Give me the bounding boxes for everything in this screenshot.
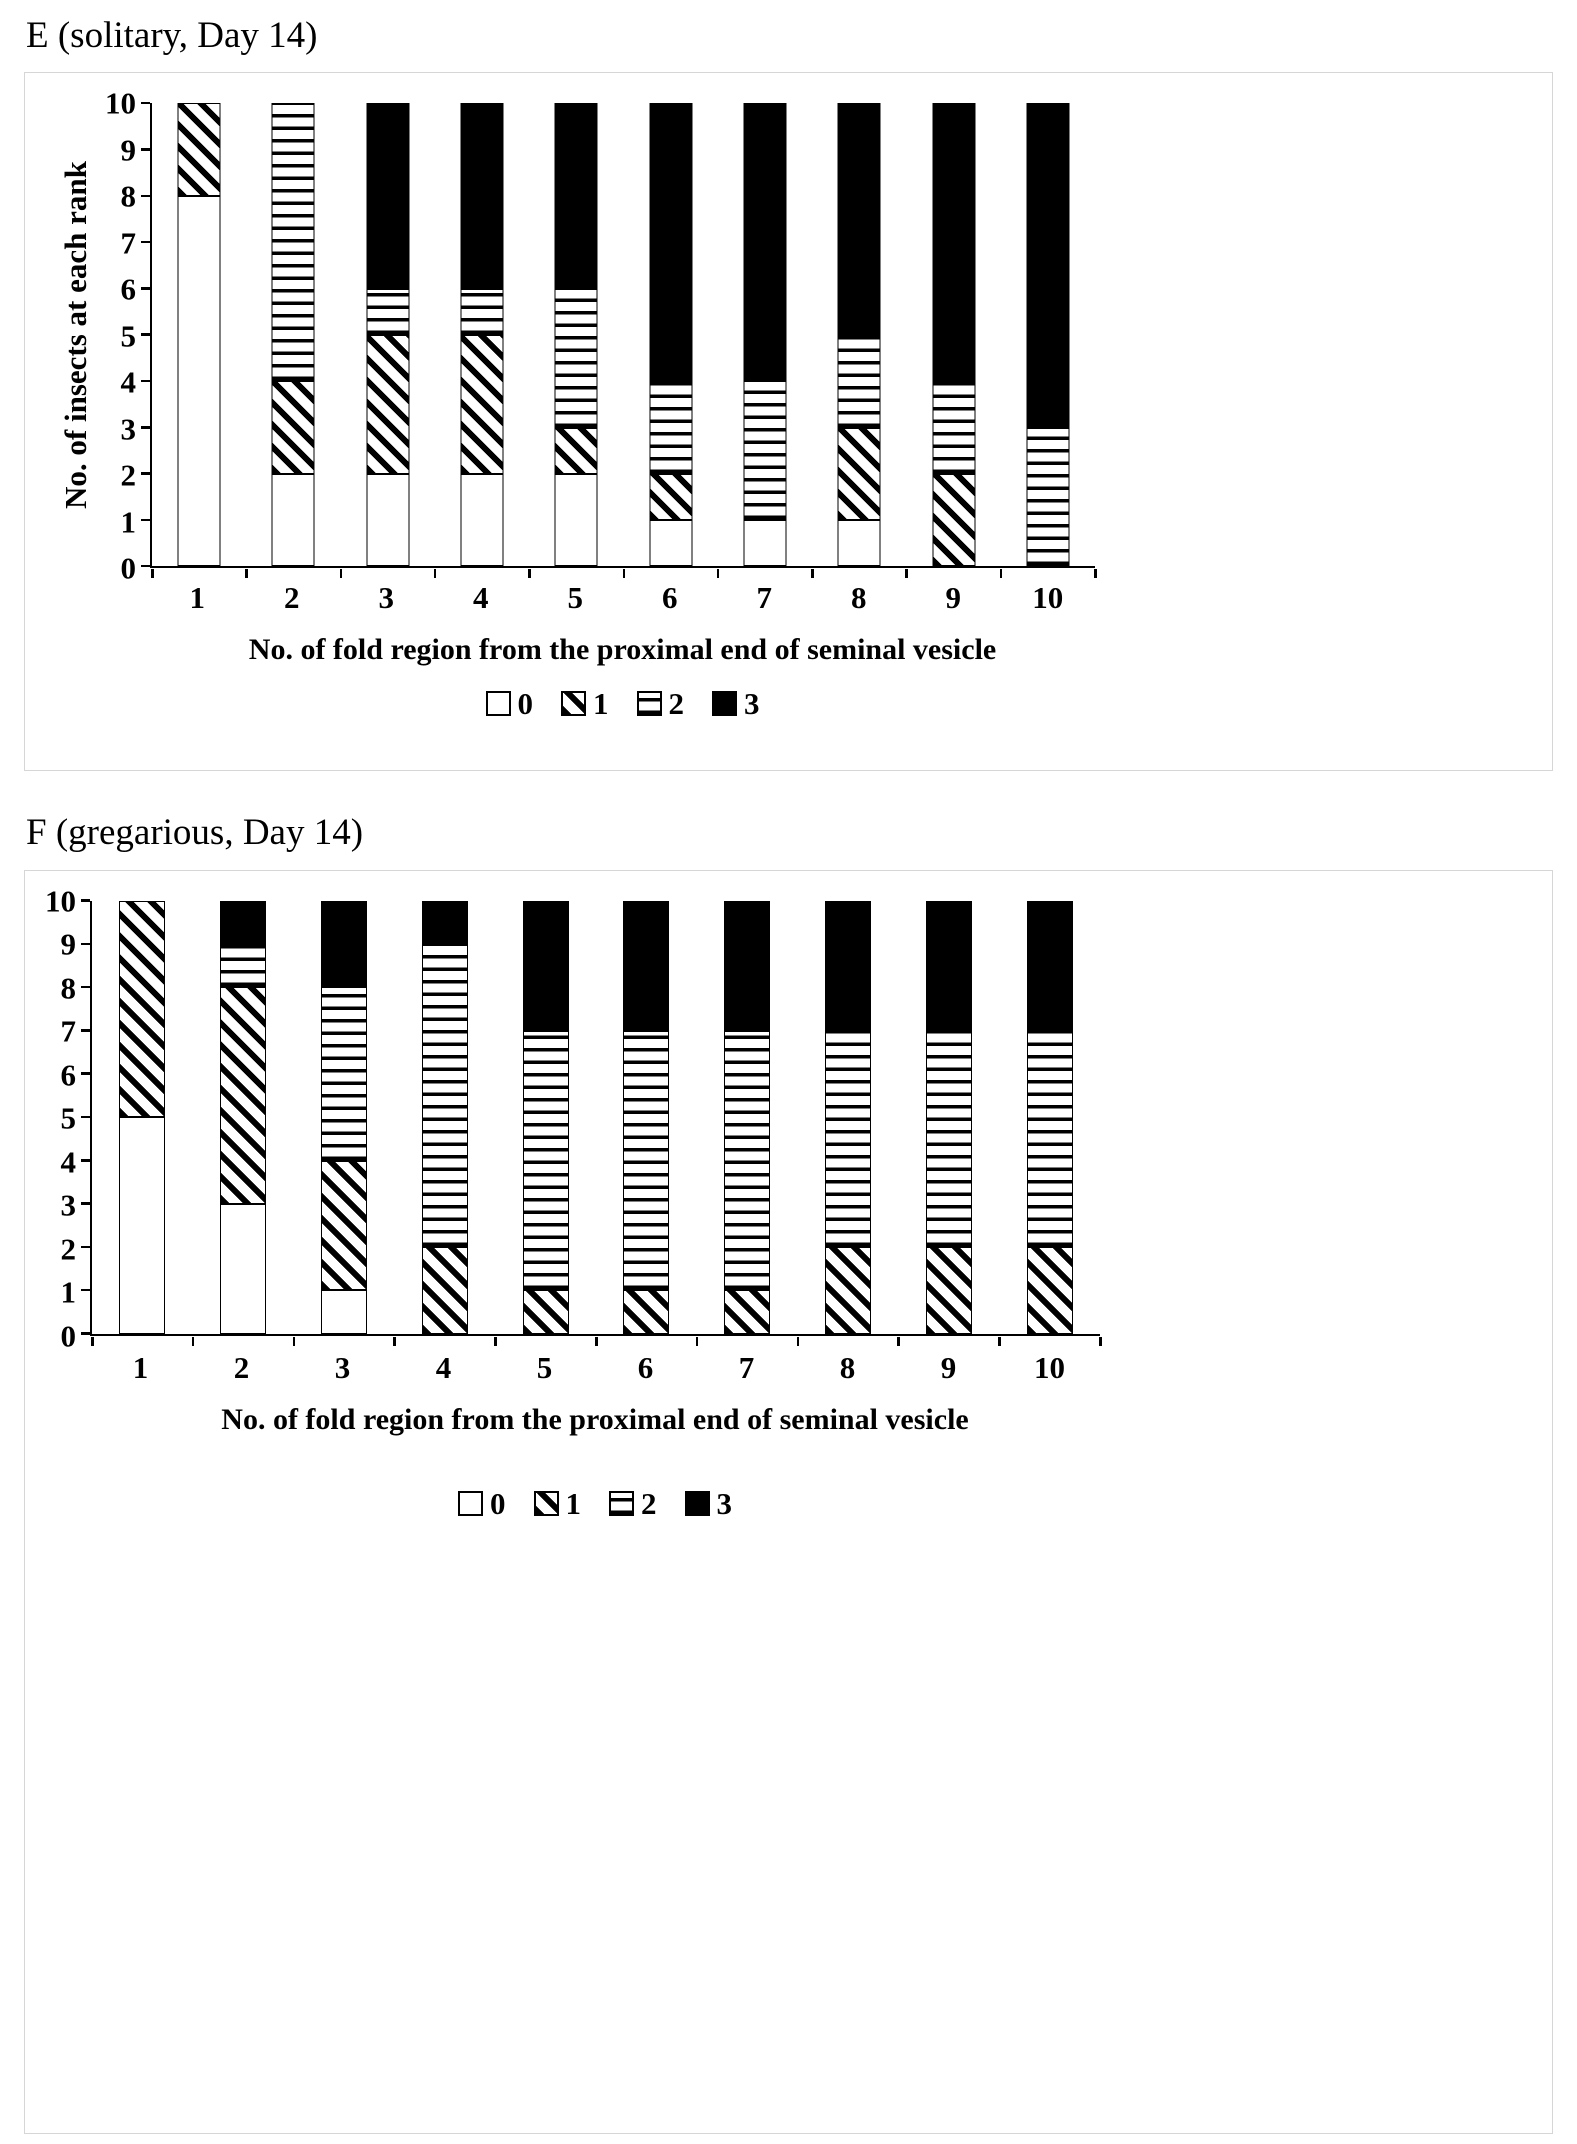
x-axis-labels — [150, 582, 1095, 620]
x-tick-label: 7 — [756, 580, 772, 616]
y-tick-label: 8 — [120, 178, 136, 214]
y-tick-mark — [81, 1116, 90, 1119]
y-tick-mark — [81, 1029, 90, 1032]
x-tick-mark — [905, 569, 908, 578]
bar-segment-rank-1 — [1027, 1247, 1073, 1334]
stacked-bar-8 — [825, 901, 871, 1334]
y-tick-label: 1 — [60, 1274, 76, 1310]
stacked-bar-5 — [523, 901, 569, 1334]
y-tick-label: 2 — [120, 457, 136, 493]
y-tick-mark — [141, 195, 150, 198]
bar-segment-rank-1 — [321, 1161, 367, 1291]
y-tick-mark — [81, 899, 90, 902]
bar-segment-rank-3 — [932, 103, 975, 381]
legend-swatch-horizontal-lines — [609, 1491, 634, 1516]
x-tick-label: 4 — [435, 1349, 452, 1385]
y-tick-mark — [141, 519, 150, 522]
y-tick-mark — [81, 1246, 90, 1249]
legend-swatch-white — [458, 1491, 483, 1516]
y-tick-label: 5 — [120, 318, 136, 354]
y-tick-label: 4 — [120, 364, 136, 400]
bar-segment-rank-1 — [366, 335, 409, 474]
bar-segment-rank-3 — [321, 901, 367, 988]
y-tick-mark — [81, 1332, 90, 1335]
bar-segment-rank-0 — [649, 520, 692, 566]
x-tick-label: 5 — [567, 580, 583, 616]
x-tick-mark — [1000, 569, 1003, 578]
x-tick-label: 8 — [851, 580, 867, 616]
x-tick-mark — [245, 569, 248, 578]
bar-segment-rank-1 — [555, 428, 598, 474]
bar-segment-rank-2 — [272, 103, 315, 381]
x-tick-mark — [1094, 569, 1097, 578]
bar-segment-rank-2 — [461, 289, 504, 335]
stacked-bar-7 — [724, 901, 770, 1334]
x-tick-mark — [696, 1337, 699, 1346]
y-tick-label: 0 — [60, 1318, 76, 1354]
bar-segment-rank-1 — [724, 1290, 770, 1333]
y-tick-label: 5 — [60, 1100, 76, 1136]
legend-item-rank-0 — [458, 1485, 506, 1521]
bar-segment-rank-2 — [623, 1031, 669, 1291]
y-axis-labels — [25, 85, 136, 586]
y-tick-label: 3 — [60, 1187, 76, 1223]
x-tick-label: 9 — [945, 580, 961, 616]
x-tick-label: 1 — [189, 580, 205, 616]
x-tick-mark — [595, 1337, 598, 1346]
y-tick-mark — [141, 426, 150, 429]
legend-label: 3 — [744, 686, 760, 722]
bar-segment-rank-3 — [623, 901, 669, 1031]
y-axis-labels — [25, 883, 76, 1354]
stacked-bar-4 — [422, 901, 468, 1334]
legend — [90, 1485, 1100, 1521]
x-tick-mark — [528, 569, 531, 578]
x-tick-mark — [998, 1337, 1001, 1346]
bar-segment-rank-0 — [220, 1204, 266, 1334]
bar-segment-rank-0 — [838, 520, 881, 566]
bar-segment-rank-3 — [220, 901, 266, 944]
figure-page — [24, 14, 1553, 2134]
legend-swatch-horizontal-lines — [637, 691, 662, 716]
stacked-bar-3 — [366, 103, 409, 566]
bar-segment-rank-0 — [119, 1117, 165, 1334]
y-tick-label: 10 — [45, 883, 76, 919]
bar-segment-rank-1 — [178, 103, 221, 196]
bar-segment-rank-3 — [825, 901, 871, 1031]
x-tick-mark — [717, 569, 720, 578]
y-tick-label: 7 — [120, 225, 136, 261]
y-tick-label: 9 — [120, 132, 136, 168]
stacked-bar-8 — [838, 103, 881, 566]
chart-f — [25, 871, 1552, 2133]
x-tick-mark — [797, 1337, 800, 1346]
bar-segment-rank-0 — [321, 1290, 367, 1333]
bar-segment-rank-2 — [422, 944, 468, 1247]
y-tick-mark — [141, 241, 150, 244]
bar-segment-rank-3 — [743, 103, 786, 381]
panel-e-title: E (solitary, Day 14) — [26, 15, 318, 56]
y-tick-mark — [81, 1072, 90, 1075]
y-tick-label: 6 — [60, 1057, 76, 1093]
x-tick-mark — [1099, 1337, 1102, 1346]
legend-label: 3 — [716, 1485, 732, 1521]
x-tick-label: 6 — [662, 580, 678, 616]
bar-segment-rank-2 — [743, 381, 786, 520]
y-axis-title: No. of insects at each rank — [58, 161, 93, 510]
y-tick-mark — [81, 1159, 90, 1162]
legend-item-rank-1 — [561, 686, 609, 722]
legend-label: 2 — [668, 686, 684, 722]
bar-segment-rank-1 — [623, 1290, 669, 1333]
bar-segment-rank-0 — [743, 520, 786, 566]
x-axis-labels — [90, 1349, 1100, 1390]
x-tick-mark — [897, 1337, 900, 1346]
bar-segment-rank-2 — [555, 289, 598, 428]
bar-segment-rank-1 — [523, 1290, 569, 1333]
stacked-bar-10 — [1026, 103, 1069, 566]
panel-e-frame — [24, 72, 1553, 771]
x-tick-label: 2 — [284, 580, 300, 616]
bar-segment-rank-2 — [926, 1031, 972, 1248]
bar-segment-rank-3 — [926, 901, 972, 1031]
bar-segment-rank-1 — [422, 1247, 468, 1334]
bar-segment-rank-3 — [366, 103, 409, 288]
x-tick-mark — [151, 569, 154, 578]
stacked-bar-9 — [926, 901, 972, 1334]
legend-swatch-solid-black — [685, 1491, 710, 1516]
bar-segment-rank-3 — [838, 103, 881, 335]
y-tick-mark — [141, 287, 150, 290]
bar-segment-rank-3 — [1026, 103, 1069, 427]
x-tick-label: 5 — [536, 1349, 553, 1385]
x-tick-mark — [623, 569, 626, 578]
bar-segment-rank-0 — [555, 474, 598, 567]
legend-swatch-white — [486, 691, 511, 716]
stacked-bar-9 — [932, 103, 975, 566]
y-tick-label: 0 — [120, 550, 136, 586]
x-tick-label: 6 — [637, 1349, 654, 1385]
x-tick-mark — [494, 1337, 497, 1346]
legend-item-rank-3 — [712, 686, 760, 722]
legend-item-rank-0 — [486, 686, 534, 722]
legend-label: 1 — [565, 1485, 581, 1521]
y-tick-label: 1 — [120, 504, 136, 540]
legend-label: 0 — [490, 1485, 506, 1521]
y-tick-mark — [141, 333, 150, 336]
x-tick-label: 8 — [839, 1349, 856, 1385]
y-tick-mark — [81, 986, 90, 989]
bar-segment-rank-2 — [932, 381, 975, 474]
x-tick-mark — [393, 1337, 396, 1346]
x-tick-mark — [811, 569, 814, 578]
y-tick-label: 3 — [120, 411, 136, 447]
x-tick-mark — [340, 569, 343, 578]
stacked-bar-2 — [220, 901, 266, 1334]
y-tick-mark — [81, 1289, 90, 1292]
x-tick-label: 3 — [378, 580, 394, 616]
y-tick-mark — [141, 565, 150, 568]
y-tick-mark — [141, 380, 150, 383]
y-tick-mark — [141, 102, 150, 105]
y-tick-label: 10 — [105, 85, 136, 121]
x-tick-label: 10 — [1034, 1349, 1065, 1385]
bar-segment-rank-3 — [555, 103, 598, 288]
bar-segment-rank-1 — [649, 474, 692, 520]
legend-item-rank-2 — [637, 686, 685, 722]
legend-swatch-diagonal-hatch — [561, 691, 586, 716]
y-tick-label: 7 — [60, 1013, 76, 1049]
legend-label: 1 — [593, 686, 609, 722]
bar-segment-rank-1 — [838, 428, 881, 521]
bar-segment-rank-2 — [321, 987, 367, 1160]
legend-swatch-solid-black — [712, 691, 737, 716]
legend-label: 0 — [517, 686, 533, 722]
bar-segment-rank-3 — [422, 901, 468, 944]
stacked-bar-6 — [623, 901, 669, 1334]
y-tick-mark — [141, 472, 150, 475]
plot-area — [150, 103, 1095, 568]
legend-item-rank-1 — [534, 1485, 582, 1521]
stacked-bar-5 — [555, 103, 598, 566]
bar-segment-rank-2 — [220, 944, 266, 987]
y-tick-label: 4 — [60, 1144, 76, 1180]
bar-segment-rank-2 — [523, 1031, 569, 1291]
chart-e — [25, 73, 1552, 770]
y-tick-label: 2 — [60, 1231, 76, 1267]
bar-segment-rank-2 — [724, 1031, 770, 1291]
y-tick-label: 8 — [60, 970, 76, 1006]
x-tick-mark — [293, 1337, 296, 1346]
bar-segment-rank-2 — [649, 381, 692, 474]
stacked-bar-2 — [272, 103, 315, 566]
x-tick-label: 9 — [940, 1349, 957, 1385]
x-axis-title: No. of fold region from the proximal end of seminal vesicle — [248, 633, 997, 667]
bar-segment-rank-1 — [932, 474, 975, 567]
x-tick-label: 7 — [738, 1349, 755, 1385]
stacked-bar-1 — [178, 103, 221, 566]
x-tick-label: 10 — [1032, 580, 1064, 616]
panel-f-title: F (gregarious, Day 14) — [26, 812, 364, 854]
x-tick-label: 2 — [233, 1349, 250, 1385]
stacked-bar-3 — [321, 901, 367, 1334]
bar-segment-rank-1 — [825, 1247, 871, 1334]
bar-segment-rank-3 — [461, 103, 504, 288]
x-tick-label: 4 — [473, 580, 489, 616]
x-axis-title: No. of fold region from the proximal end of seminal vesicle — [221, 1402, 969, 1436]
bar-segment-rank-2 — [1027, 1031, 1073, 1248]
y-tick-label: 9 — [60, 926, 76, 962]
panel-f-frame — [24, 870, 1553, 2134]
bar-segment-rank-3 — [649, 103, 692, 381]
bar-segment-rank-0 — [366, 474, 409, 567]
legend-item-rank-3 — [685, 1485, 733, 1521]
x-tick-mark — [91, 1337, 94, 1346]
plot-area — [90, 901, 1100, 1336]
bar-segment-rank-1 — [926, 1247, 972, 1334]
stacked-bar-10 — [1027, 901, 1073, 1334]
x-tick-label: 3 — [334, 1349, 351, 1385]
x-tick-mark — [434, 569, 437, 578]
stacked-bar-7 — [743, 103, 786, 566]
bar-segment-rank-3 — [724, 901, 770, 1031]
bar-segment-rank-2 — [825, 1031, 871, 1248]
bar-segment-rank-1 — [119, 901, 165, 1118]
bar-segment-rank-3 — [1027, 901, 1073, 1031]
x-tick-label: 1 — [132, 1349, 149, 1385]
bar-segment-rank-0 — [461, 474, 504, 567]
legend-swatch-diagonal-hatch — [534, 1491, 559, 1516]
y-tick-mark — [141, 148, 150, 151]
bar-segment-rank-2 — [366, 289, 409, 335]
stacked-bar-6 — [649, 103, 692, 566]
bar-segment-rank-1 — [220, 987, 266, 1204]
y-tick-mark — [81, 1202, 90, 1205]
stacked-bar-1 — [119, 901, 165, 1334]
stacked-bar-4 — [461, 103, 504, 566]
bar-segment-rank-2 — [1026, 428, 1069, 567]
legend-item-rank-2 — [609, 1485, 657, 1521]
legend — [150, 686, 1095, 722]
bar-segment-rank-3 — [523, 901, 569, 1031]
y-tick-mark — [81, 943, 90, 946]
bar-segment-rank-0 — [178, 196, 221, 566]
bar-segment-rank-1 — [272, 381, 315, 474]
bar-segment-rank-0 — [272, 474, 315, 567]
legend-label: 2 — [641, 1485, 657, 1521]
bar-segment-rank-1 — [461, 335, 504, 474]
y-tick-label: 6 — [120, 271, 136, 307]
x-tick-mark — [192, 1337, 195, 1346]
bar-segment-rank-2 — [838, 335, 881, 428]
